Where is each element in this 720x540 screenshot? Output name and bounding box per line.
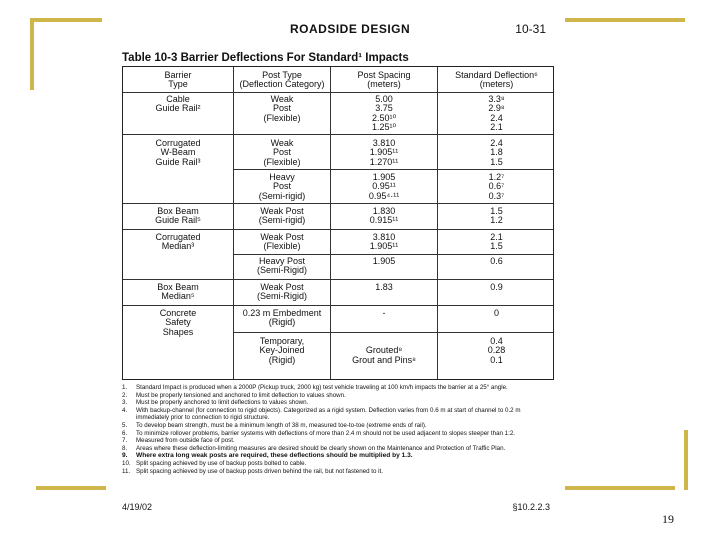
cell-line: 2.4 bbox=[490, 112, 503, 123]
footnote-number: 2. bbox=[122, 391, 128, 399]
barrier-type-cell bbox=[123, 207, 233, 226]
cell-line: Heavy Post bbox=[258, 256, 306, 266]
frame-line-top-left-horizontal bbox=[30, 18, 102, 22]
barrier-type-cell bbox=[123, 309, 233, 337]
cell-line: Grout and Pins⁸ bbox=[352, 354, 416, 365]
post-spacing-cell bbox=[331, 337, 437, 365]
cell-line: 1.5 bbox=[490, 241, 503, 252]
slide-number: 19 bbox=[662, 512, 674, 526]
post-spacing-cell bbox=[331, 233, 437, 252]
table-row-divider bbox=[123, 203, 553, 204]
post-spacing-cell bbox=[331, 207, 437, 226]
cell-line: (Flexible) bbox=[263, 156, 301, 167]
cell-line: Guide Rail³ bbox=[155, 156, 201, 167]
cell-line: 0.4 bbox=[490, 336, 503, 346]
cell-line: 0.95⁴·¹¹ bbox=[368, 190, 400, 201]
cell-line: 2.50¹⁰ bbox=[371, 112, 397, 123]
table-row-divider bbox=[123, 229, 553, 230]
cell-line: Median⁵ bbox=[161, 291, 195, 302]
post-type-cell bbox=[234, 309, 330, 328]
footnote bbox=[122, 445, 554, 453]
footnote-text: Standard Impact is produced when a 2000P (Pickup truck, 2000 kg) test vehicle traveling at 100 km/h impacts the barrier at a 25° angle. bbox=[136, 384, 508, 391]
footnote-text: To develop beam strength, must be a minimum length of 38 m, measured toe-to-toe (extreme ends of rail). bbox=[136, 421, 427, 429]
table-row-divider bbox=[123, 134, 553, 135]
frame-line-bottom-left-horizontal bbox=[36, 486, 106, 490]
cell-line: Shapes bbox=[162, 326, 194, 337]
cell-line: Temporary, bbox=[259, 336, 305, 346]
footnote-number: 6. bbox=[122, 429, 128, 437]
cell-line: 1.270¹¹ bbox=[369, 156, 399, 167]
cell-line: (Deflection Category) bbox=[239, 79, 325, 90]
standard-deflection-cell bbox=[438, 95, 555, 133]
document-page-number: 10-31 bbox=[515, 22, 546, 36]
post-type-cell bbox=[234, 257, 330, 276]
cell-line: 1.8 bbox=[490, 147, 503, 158]
barrier-type-cell bbox=[123, 283, 233, 302]
cell-line: (meters) bbox=[479, 79, 514, 90]
deflection-table bbox=[122, 66, 554, 380]
cell-line: Barrier bbox=[164, 70, 192, 80]
cell-line: Weak bbox=[270, 138, 294, 148]
footnote bbox=[122, 392, 554, 400]
standard-deflection-cell bbox=[438, 233, 555, 252]
cell-line: 3.3⁸ bbox=[488, 94, 505, 104]
cell-line: 1.25¹⁰ bbox=[371, 122, 397, 133]
document-page bbox=[120, 18, 556, 518]
standard-deflection-cell bbox=[438, 337, 555, 365]
cell-line: 0.95¹¹ bbox=[372, 181, 396, 192]
header-standard-deflection bbox=[438, 71, 555, 90]
cell-line: Post bbox=[272, 103, 291, 114]
cell-line: 0.1 bbox=[490, 354, 503, 365]
post-type-cell bbox=[234, 95, 330, 123]
table-row-divider bbox=[234, 332, 553, 333]
footnote-text: Split spacing achieved by use of backup posts driven behind the rail, but not fastened to it. bbox=[136, 467, 383, 475]
cell-line: W-Beam bbox=[160, 147, 196, 158]
standard-deflection-cell bbox=[438, 257, 555, 266]
cell-line: Post Type bbox=[262, 70, 302, 80]
cell-line: 1.905 bbox=[372, 256, 396, 266]
post-type-cell bbox=[234, 173, 330, 201]
footnote-text: With backup-channel (for connection to rigid objects). Categorized as a rigid system. Deflection varies from 0.6 m at start of channel to 0.2 m immediately prior to connection to rigid structure. bbox=[136, 406, 521, 422]
cell-line: 3.75 bbox=[375, 103, 393, 114]
footnote-number: 7. bbox=[122, 437, 128, 445]
cell-line: 5.00 bbox=[375, 94, 393, 104]
frame-line-top-right-horizontal bbox=[565, 18, 685, 22]
post-spacing-cell bbox=[331, 173, 437, 201]
cell-line: 0.915¹¹ bbox=[369, 215, 399, 226]
footnote-number: 3. bbox=[122, 399, 128, 407]
header-post-spacing bbox=[331, 71, 437, 90]
footnote-text: Split spacing achieved by use of backup posts bolted to cable. bbox=[136, 459, 307, 467]
cell-line: 1.2⁷ bbox=[488, 172, 505, 182]
barrier-type-cell bbox=[123, 139, 233, 167]
footnote-text: To minimize rollover problems, barrier systems with deflections of more than 2.4 m should not be used adjacent to slopes steeper than 1:2. bbox=[136, 429, 516, 437]
post-type-cell bbox=[234, 337, 330, 365]
standard-deflection-cell bbox=[438, 139, 555, 167]
cell-line: 1.5 bbox=[490, 156, 503, 167]
footnote-number: 4. bbox=[122, 406, 128, 414]
header-barrier-type bbox=[123, 71, 233, 90]
cell-line: 0.6⁷ bbox=[488, 181, 505, 192]
cell-line: 0.6 bbox=[490, 256, 503, 266]
cell-line: Standard Deflection⁶ bbox=[455, 70, 538, 80]
table-row-divider bbox=[234, 169, 553, 170]
cell-line: (meters) bbox=[367, 79, 401, 90]
cell-line: Median³ bbox=[161, 241, 195, 252]
cell-line: Weak Post bbox=[260, 232, 304, 242]
cell-line: Post bbox=[272, 181, 291, 192]
footnote bbox=[122, 430, 554, 438]
cell-line: Weak Post bbox=[260, 206, 304, 216]
post-type-cell bbox=[234, 207, 330, 226]
standard-deflection-cell bbox=[438, 207, 555, 226]
footnote-number: 1. bbox=[122, 384, 128, 391]
cell-line: Weak Post bbox=[260, 282, 304, 292]
cell-line: 1.83 bbox=[375, 282, 393, 292]
cell-line: 2.1 bbox=[490, 122, 503, 133]
footnote bbox=[122, 437, 554, 445]
barrier-type-cell bbox=[123, 233, 233, 252]
footnote bbox=[122, 407, 554, 422]
cell-line: 0.9 bbox=[490, 282, 503, 292]
cell-line: (Rigid) bbox=[268, 354, 296, 365]
cell-line: 2.1 bbox=[490, 232, 503, 242]
footnote bbox=[122, 452, 554, 460]
cell-line: Weak bbox=[270, 94, 294, 104]
post-spacing-cell bbox=[331, 139, 437, 167]
post-type-cell bbox=[234, 233, 330, 252]
cell-line: (Flexible) bbox=[263, 241, 301, 252]
cell-line: Corrugated bbox=[155, 232, 201, 242]
cell-line: 1.905¹¹ bbox=[369, 147, 399, 158]
footer-date: 4/19/02 bbox=[122, 502, 153, 512]
cell-line: Type bbox=[168, 79, 188, 90]
footnote-text: Must be properly tensioned and anchored to limit deflection to values shown. bbox=[136, 391, 346, 399]
cell-line: 1.905¹¹ bbox=[369, 241, 399, 252]
footnote-number: 8. bbox=[122, 444, 128, 452]
footnote bbox=[122, 399, 554, 407]
cell-line: Box Beam bbox=[157, 282, 199, 292]
table-footnotes bbox=[122, 384, 554, 475]
table-row-divider bbox=[123, 305, 553, 306]
footnote bbox=[122, 422, 554, 430]
cell-line: 2.4 bbox=[490, 138, 503, 148]
cell-line: 1.905 bbox=[372, 172, 396, 182]
footnote-number: 5. bbox=[122, 421, 128, 429]
cell-line: Guide Rail² bbox=[155, 103, 201, 114]
footer-section: §10.2.2.3 bbox=[512, 502, 550, 512]
cell-line: 1.830 bbox=[372, 206, 396, 216]
cell-line: (Semi-Rigid) bbox=[256, 291, 307, 302]
cell-line: 2.9⁸ bbox=[488, 103, 505, 114]
cell-line: 1.5 bbox=[490, 206, 503, 216]
cell-line: Post bbox=[272, 147, 291, 158]
cell-line: (Semi-Rigid) bbox=[256, 265, 307, 276]
footnote bbox=[122, 384, 554, 392]
standard-deflection-cell bbox=[438, 309, 555, 318]
frame-line-bottom-right-vertical bbox=[684, 430, 688, 490]
footnote-text: Areas where these deflection-limiting measures are desired should be clearly shown on the Maintenance and Protection of Traffic Plan. bbox=[136, 444, 506, 452]
cell-line: Safety bbox=[165, 317, 191, 328]
table-row-divider bbox=[234, 254, 553, 255]
table-caption: Table 10-3 Barrier Deflections For Standard¹ Impacts bbox=[122, 52, 409, 64]
cell-line: (Flexible) bbox=[263, 112, 301, 123]
cell-line: Key-Joined bbox=[259, 345, 305, 356]
cell-line: 1.2 bbox=[490, 215, 503, 226]
footnote bbox=[122, 468, 554, 476]
cell-line: (Semi-rigid) bbox=[258, 215, 306, 226]
post-spacing-cell bbox=[331, 309, 437, 318]
cell-line: 0.28 bbox=[487, 345, 506, 356]
cell-line: - bbox=[382, 308, 386, 318]
barrier-type-cell bbox=[123, 95, 233, 114]
frame-line-bottom-right-horizontal bbox=[565, 486, 675, 490]
footnote-text: Where extra long weak posts are required, these deflections should be multiplied by 1.3. bbox=[136, 452, 413, 460]
header-post-type bbox=[234, 71, 330, 90]
post-type-cell bbox=[234, 139, 330, 167]
cell-line: 3.810 bbox=[372, 232, 396, 242]
footnote-number: 9. bbox=[122, 452, 128, 460]
post-spacing-cell bbox=[331, 95, 437, 133]
cell-line: 0.23 m Embedment bbox=[242, 308, 322, 318]
post-spacing-cell bbox=[331, 257, 437, 266]
cell-line: Guide Rail⁵ bbox=[155, 215, 201, 226]
footnote bbox=[122, 460, 554, 468]
footnote-text: Must be properly anchored to limit deflections to values shown. bbox=[136, 399, 309, 407]
cell-line: Grouted⁸ bbox=[365, 345, 403, 356]
standard-deflection-cell bbox=[438, 173, 555, 201]
table-header-divider bbox=[123, 92, 553, 93]
cell-line: Box Beam bbox=[157, 206, 199, 216]
document-title: ROADSIDE DESIGN bbox=[290, 22, 411, 36]
footnote-text: Measured from outside face of post. bbox=[136, 437, 235, 445]
cell-line: Concrete bbox=[159, 308, 197, 318]
cell-line: Corrugated bbox=[155, 138, 201, 148]
cell-line: Heavy bbox=[269, 172, 295, 182]
standard-deflection-cell bbox=[438, 283, 555, 292]
frame-line-top-left-vertical bbox=[30, 18, 34, 90]
cell-line: 0.3⁷ bbox=[488, 190, 505, 201]
footnote-number: 10. bbox=[122, 459, 131, 467]
cell-line: 0 bbox=[493, 308, 499, 318]
table-row-divider bbox=[123, 279, 553, 280]
cell-line: (Semi-rigid) bbox=[258, 190, 306, 201]
cell-line: Post Spacing bbox=[357, 70, 411, 80]
cell-line: (Rigid) bbox=[268, 317, 296, 328]
post-type-cell bbox=[234, 283, 330, 302]
post-spacing-cell bbox=[331, 283, 437, 292]
cell-line: Cable bbox=[166, 94, 190, 104]
cell-line: 3.810 bbox=[372, 138, 396, 148]
footnote-number: 11. bbox=[122, 467, 131, 475]
